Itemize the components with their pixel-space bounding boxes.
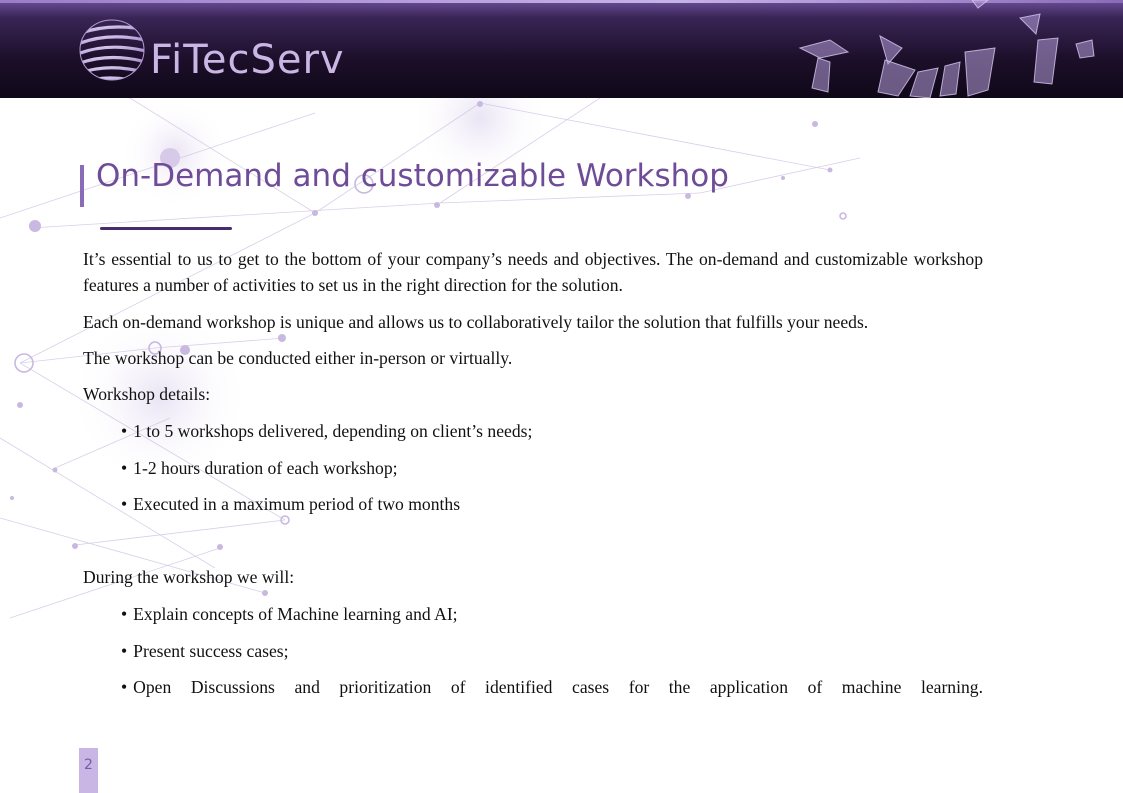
- title-underline: [100, 227, 232, 230]
- striped-globe-logo-icon: [78, 16, 148, 82]
- during-heading: During the workshop we will:: [83, 567, 295, 587]
- list-item: [121, 418, 983, 444]
- bullet-glyph: •: [121, 604, 128, 624]
- list-item: [121, 491, 983, 517]
- list-item: [121, 638, 983, 664]
- page-number: 2: [84, 757, 93, 773]
- list-item-text: 1-2 hours duration of each workshop;: [133, 457, 398, 478]
- intro-paragraph: It’s essential to us to get to the bottom of your company’s needs and objectives. The on-demand and customizable workshop features a number of activities to set us in the right direction for the solution.: [83, 249, 983, 295]
- header-banner: [0, 0, 1123, 98]
- bullet-glyph: •: [121, 457, 128, 478]
- list-item: [121, 674, 983, 700]
- list-item-text: 1 to 5 workshops delivered, depending on client’s needs;: [133, 421, 533, 441]
- details-heading: Workshop details:: [83, 384, 211, 404]
- list-item: [121, 455, 983, 481]
- details-list: [83, 418, 983, 517]
- bullet-glyph: •: [121, 421, 128, 441]
- list-item: [121, 601, 983, 627]
- page-title: On-Demand and customizable Workshop: [96, 158, 729, 194]
- list-item-text: Present success cases;: [133, 640, 289, 661]
- bullet-glyph: •: [121, 640, 128, 661]
- list-item-text: Executed in a maximum period of two months: [133, 494, 461, 514]
- bullet-glyph: •: [121, 494, 128, 514]
- during-list: [83, 601, 983, 700]
- title-accent-bar: [80, 165, 84, 207]
- list-item-text: Explain concepts of Machine learning and AI;: [133, 604, 458, 624]
- bullet-glyph: •: [121, 677, 128, 697]
- brand-name: FiTecServ: [150, 37, 345, 83]
- unique-paragraph: Each on-demand workshop is unique and allows us to collaboratively tailor the solution that fulfills your needs.: [83, 312, 869, 332]
- body-content: [83, 246, 983, 700]
- list-item-text: Open Discussions and prioritization of identified cases for the application of machine learning.: [133, 677, 983, 697]
- page-number-box: [79, 748, 98, 793]
- mode-paragraph: The workshop can be conducted either in-person or virtually.: [83, 348, 513, 368]
- geometric-shards-decoration: [790, 0, 1123, 98]
